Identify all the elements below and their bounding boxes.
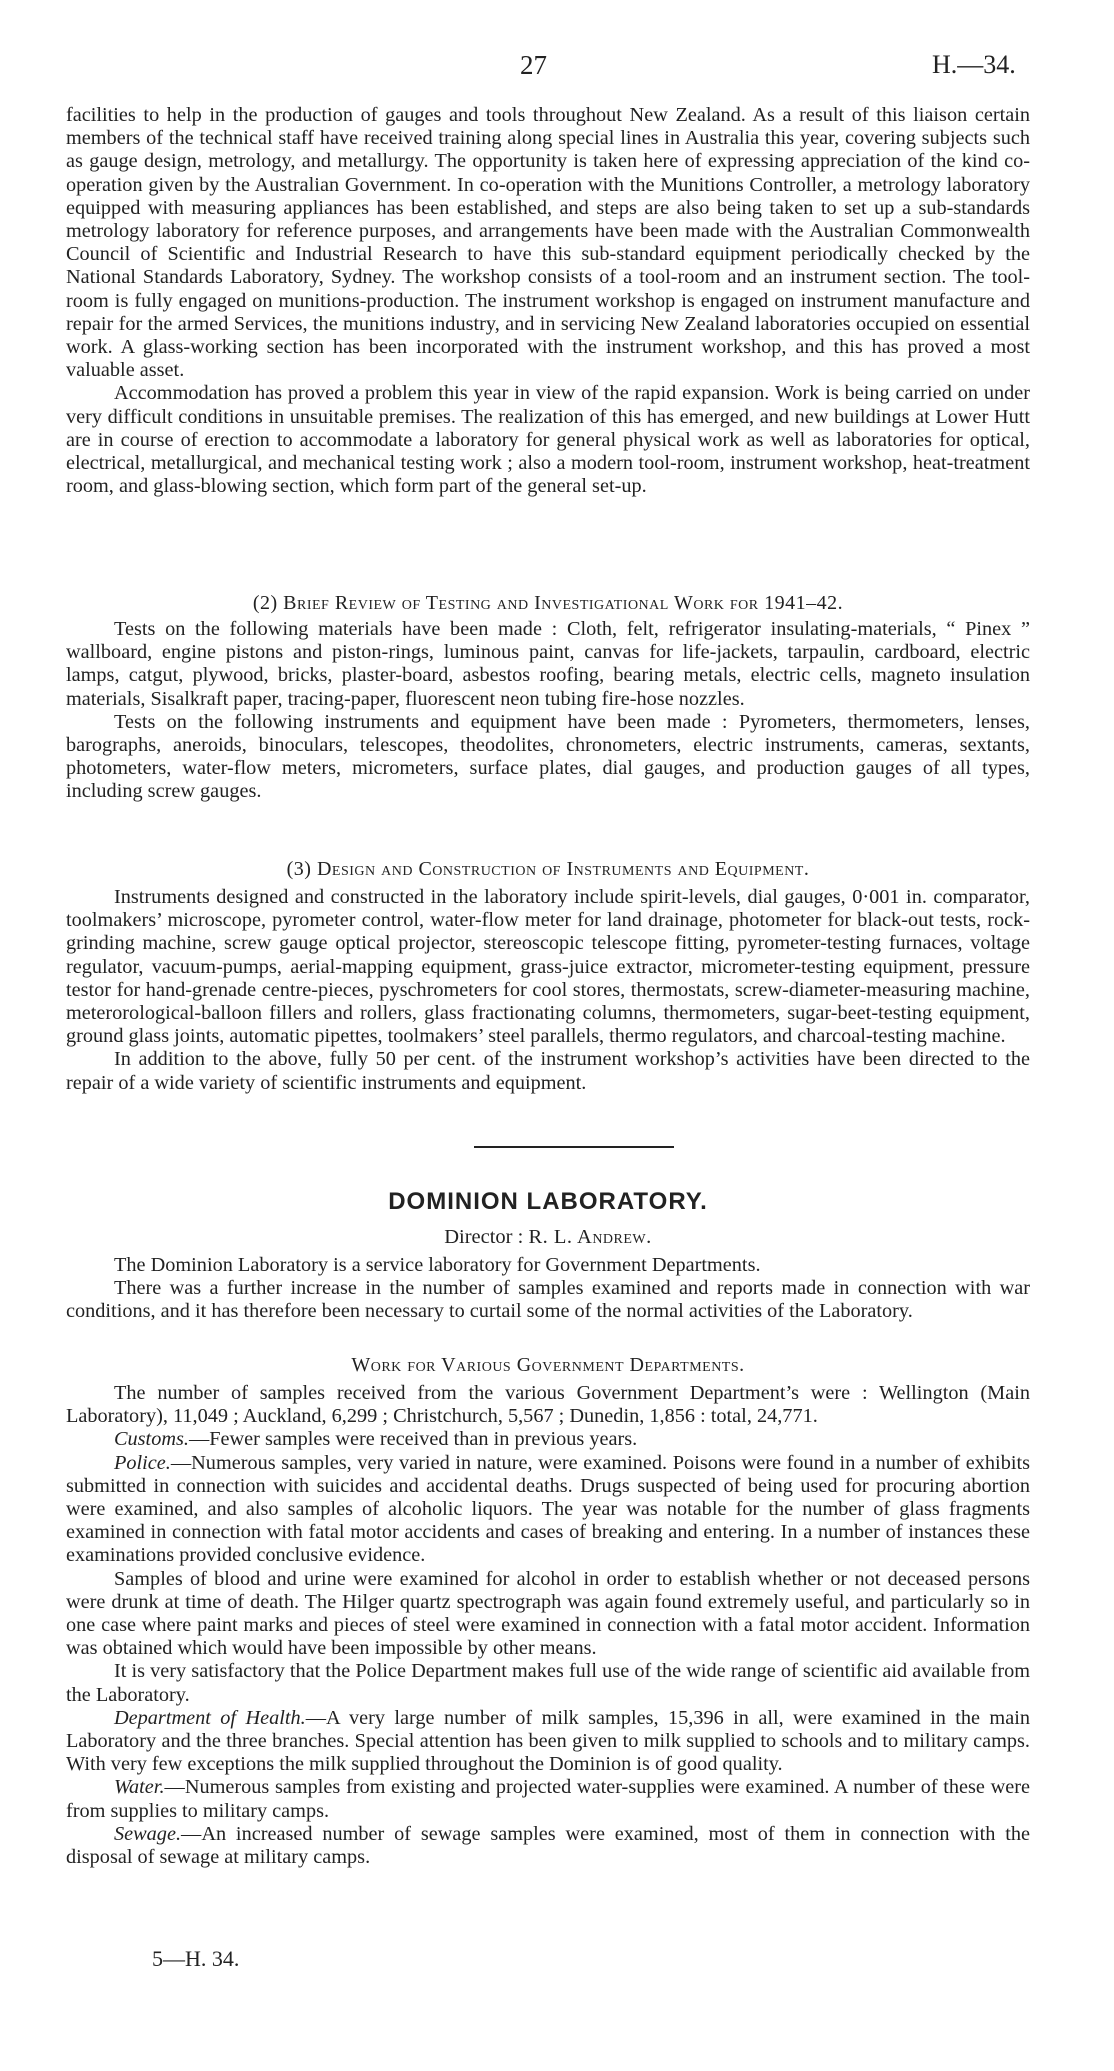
dominion-intro: [66, 1254, 1030, 1324]
police-label: Police.: [114, 1451, 171, 1474]
paragraph: Tests on the following materials have been made : Cloth, felt, refrigerator insulating-materials, “ Pinex ” wallboard, engine pistons and piston-rings, luminous paint, canvas for life-jackets, tarpaulin, cardboard, electric lamps, catgut, plywood, bricks, plaster-board, asbestos roofing, bearing metals, electric cells, magneto insulation materials, Sisalkraft paper, tracing-paper, fluorescent neon tubing fire-hose nozzles.: [66, 618, 1030, 710]
section-divider: [474, 1146, 674, 1148]
document-code: H.—34.: [932, 50, 1016, 79]
section-heading-testing: (2) Brief Review of Testing and Investigational Work for 1941–42.: [252, 592, 844, 614]
customs-text: —Fewer samples were received than in previous years.: [188, 1428, 638, 1451]
page-number: 27: [520, 50, 547, 80]
paragraph: Accommodation has proved a problem this year in view of the rapid expansion. Work is being carried on under very difficult conditions in unsuitable premises. The realization of this has emerged, and new buildings at Lower Hutt are in course of erection to accommodate a laboratory for general physical work as well as laboratories for optical, electrical, metallurgical, and mechanical testing work ; also a modern tool-room, instrument workshop, heat-treatment room, and glass-blowing section, which form part of the general set-up.: [66, 382, 1030, 498]
section-heading-design: (3) Design and Construction of Instruments and Equipment.: [286, 858, 810, 880]
section-three: [66, 886, 1030, 1095]
paragraph: facilities to help in the production of gauges and tools throughout New Zealand. As a result of this liaison certain members of the technical staff have received training along special lines in Australia this year, covering subjects such as gauge design, metrology, and metallurgy. The opportunity is taken here of expressing appreciation of the kind co-operation given by the Australian Government. In co-operation with the Munitions Controller, a metrology laboratory equipped with measuring appliances has been established, and steps are also being taken to set up a sub-standards metrology laboratory for reference purposes, and arrangements have been made with the Australian Commonwealth Council of Scientific and Industrial Research to have this sub-standard equipment periodically checked by the National Standards Laboratory, Sydney. The workshop consists of a tool-room and an instrument section. The tool-room is fully engaged on munitions-production. The instrument workshop is engaged on instrument manufacture and repair for the armed Services, the munitions industry, and in servicing New Zealand laboratories occupied on essential work. A glass-working section has been incorporated with the instrument workshop, and this has proved a most valuable asset.: [66, 104, 1030, 382]
water-text: —Numerous samples from existing and projected water-supplies were examined. A number of these were from supplies to military camps.: [66, 1776, 1030, 1822]
paragraph: The Dominion Laboratory is a service laboratory for Government Departments.: [114, 1254, 761, 1276]
paragraph: There was a further increase in the number of samples examined and reports made in connection with war conditions, and it has therefore been necessary to curtail some of the normal activities of the Laboratory.: [66, 1277, 1030, 1323]
dominion-laboratory-title: DOMINION LABORATORY.: [388, 1188, 708, 1215]
director-name: R. L. Andrew.: [528, 1226, 652, 1248]
paragraph: Instruments designed and constructed in the laboratory include spirit-levels, dial gauges, 0·001 in. comparator, toolmakers’ microscope, pyrometer control, water-flow meter for land drainage, photometer for black-out tests, rock-grinding machine, screw gauge optical projector, stereoscopic telescope fitting, pyrometer-testing furnaces, voltage regulator, vacuum-pumps, aerial-mapping equipment, grass-juice extractor, micrometer-testing equipment, pressure testor for hand-grenade centre-pieces, pyschrometers for cool stores, thermostats, screw-diameter-measuring machine, meterorological-balloon fillers and rollers, glass fractionating columns, thermometers, sugar-beet-testing equipment, ground glass joints, automatic pipettes, toolmakers’ steel parallels, thermo regulators, and charcoal-testing machine.: [66, 886, 1030, 1048]
section-two: [66, 618, 1030, 804]
customs-label: Customs.: [114, 1428, 189, 1451]
sewage-label: Sewage.: [114, 1822, 182, 1845]
sewage-text: —An increased number of sewage samples were examined, most of them in connection with the disposal of sewage at military camps.: [66, 1822, 1030, 1869]
sewage-paragraph: [66, 1823, 1030, 1869]
police-paragraph: [66, 1452, 1030, 1568]
paragraph: The number of samples received from the various Government Department’s were : Wellington (Main Laboratory), 11,049 ; Auckland, 6,299 ; Christchurch, 5,567 ; Dunedin, 1,856 : total, 24,771.: [66, 1382, 1030, 1428]
health-paragraph: [66, 1707, 1030, 1777]
health-label: Department of Health.: [114, 1706, 306, 1729]
section-heading-work: Work for Various Government Departments.: [351, 1354, 745, 1376]
director-line: [66, 1226, 1030, 1249]
health-text: —A very large number of milk samples, 15,396 in all, were examined in the main Laboratory and the three branches. Special attention has been given to milk supplied to schools and to military camps. With very few exceptions the milk supplied throughout the Dominion is of good quality.: [66, 1706, 1030, 1776]
dominion-work: [66, 1382, 1030, 1869]
water-paragraph: [66, 1776, 1030, 1822]
customs-paragraph: [66, 1428, 1030, 1451]
water-label: Water.: [114, 1776, 165, 1799]
paragraph: It is very satisfactory that the Police Department makes full use of the wide range of scientific aid available from the Laboratory.: [66, 1660, 1030, 1706]
footer-signature: 5—H. 34.: [152, 1946, 240, 1971]
director-label: Director :: [444, 1226, 524, 1248]
paragraph: Tests on the following instruments and equipment have been made : Pyrometers, thermometers, lenses, barographs, aneroids, binoculars, telescopes, theodolites, chronometers, electric instruments, cameras, sextants, photometers, water-flow meters, micrometers, surface plates, dial gauges, and production gauges of all types, including screw gauges.: [66, 710, 1030, 803]
police-text: —Numerous samples, very varied in nature, were examined. Poisons were found in a number of exhibits submitted in connection with suicides and accidental deaths. Drugs suspected of being used for procuring abortion were examined, and also samples of alcoholic liquors. The year was notable for the number of glass fragments examined in connection with fatal motor accidents and cases of breaking and entering. In a number of instances these examinations provided conclusive evidence.: [66, 1451, 1030, 1567]
paragraph: Samples of blood and urine were examined for alcohol in order to establish whether or not deceased persons were drunk at time of death. The Hilger quartz spectrograph was again found extremely useful, and particularly so in one case where paint marks and pieces of steel were examined in connection with a fatal motor accident. Information was obtained which would have been impossible by other means.: [66, 1567, 1030, 1660]
section-one: [66, 104, 1030, 498]
paragraph: In addition to the above, fully 50 per cent. of the instrument workshop’s activities have been directed to the repair of a wide variety of scientific instruments and equipment.: [66, 1048, 1030, 1094]
